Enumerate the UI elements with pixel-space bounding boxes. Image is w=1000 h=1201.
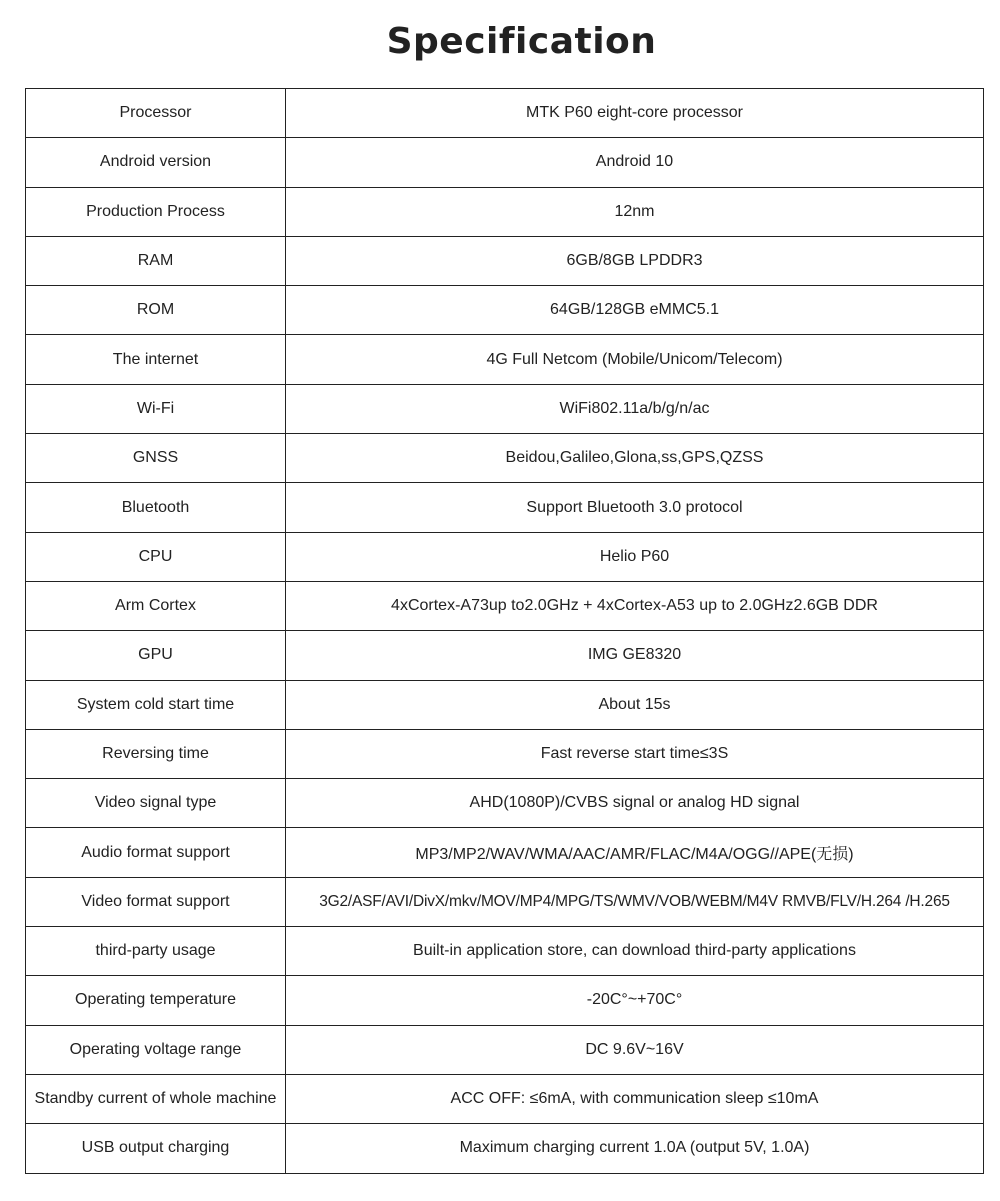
spec-value: 4xCortex-A73up to2.0GHz + 4xCortex-A53 up to 2.0GHz2.6GB DDR: [286, 581, 984, 630]
spec-value: 4G Full Netcom (Mobile/Unicom/Telecom): [286, 335, 984, 384]
table-row: [26, 236, 984, 285]
spec-value: Support Bluetooth 3.0 protocol: [286, 483, 984, 532]
spec-label: Operating voltage range: [26, 1025, 286, 1074]
spec-value: ACC OFF: ≤6mA, with communication sleep ≤10mA: [286, 1074, 984, 1123]
table-row: [26, 384, 984, 433]
spec-value: WiFi802.11a/b/g/n/ac: [286, 384, 984, 433]
table-row: [26, 335, 984, 384]
spec-value: MP3/MP2/WAV/WMA/AAC/AMR/FLAC/M4A/OGG//APE(无损): [286, 828, 984, 877]
spec-label: USB output charging: [26, 1124, 286, 1173]
spec-label: ROM: [26, 286, 286, 335]
spec-label: GPU: [26, 631, 286, 680]
table-row: [26, 779, 984, 828]
spec-value: Fast reverse start time≤3S: [286, 729, 984, 778]
spec-label: The internet: [26, 335, 286, 384]
table-row: [26, 828, 984, 877]
page-title: Specification: [386, 21, 657, 62]
spec-value: Android 10: [286, 138, 984, 187]
spec-value: 6GB/8GB LPDDR3: [286, 236, 984, 285]
spec-label: Audio format support: [26, 828, 286, 877]
spec-value: DC 9.6V~16V: [286, 1025, 984, 1074]
table-row: [26, 927, 984, 976]
table-row: [26, 89, 984, 138]
spec-value: About 15s: [286, 680, 984, 729]
spec-value: MTK P60 eight-core processor: [286, 89, 984, 138]
spec-label: third-party usage: [26, 927, 286, 976]
table-row: [26, 1124, 984, 1173]
spec-label: Reversing time: [26, 729, 286, 778]
spec-label: Bluetooth: [26, 483, 286, 532]
table-row: [26, 1074, 984, 1123]
table-row: [26, 532, 984, 581]
spec-label: Android version: [26, 138, 286, 187]
spec-value: Maximum charging current 1.0A (output 5V, 1.0A): [286, 1124, 984, 1173]
table-row: [26, 483, 984, 532]
table-row: [26, 680, 984, 729]
table-row: [26, 434, 984, 483]
spec-label: Production Process: [26, 187, 286, 236]
spec-label: Arm Cortex: [26, 581, 286, 630]
spec-value: 12nm: [286, 187, 984, 236]
spec-label: System cold start time: [26, 680, 286, 729]
spec-value: Built-in application store, can download third-party applications: [286, 927, 984, 976]
spec-value: 3G2/ASF/AVI/DivX/mkv/MOV/MP4/MPG/TS/WMV/VOB/WEBM/M4V RMVB/FLV/H.264 /H.265: [286, 877, 984, 926]
spec-value: -20C°~+70C°: [286, 976, 984, 1025]
spec-value: Beidou,Galileo,Glona,ss,GPS,QZSS: [286, 434, 984, 483]
table-row: [26, 729, 984, 778]
table-row: [26, 138, 984, 187]
spec-label: Processor: [26, 89, 286, 138]
spec-label: Video format support: [26, 877, 286, 926]
spec-value: AHD(1080P)/CVBS signal or analog HD signal: [286, 779, 984, 828]
specification-table: [25, 88, 984, 1174]
spec-value: 64GB/128GB eMMC5.1: [286, 286, 984, 335]
spec-label: RAM: [26, 236, 286, 285]
spec-label: Standby current of whole machine: [26, 1074, 286, 1123]
spec-value: IMG GE8320: [286, 631, 984, 680]
table-row: [26, 581, 984, 630]
table-row: [26, 286, 984, 335]
spec-label: Operating temperature: [26, 976, 286, 1025]
spec-label: GNSS: [26, 434, 286, 483]
spec-label: Video signal type: [26, 779, 286, 828]
table-row: [26, 1025, 984, 1074]
table-row: [26, 187, 984, 236]
table-row: [26, 976, 984, 1025]
spec-value: Helio P60: [286, 532, 984, 581]
table-row: [26, 631, 984, 680]
spec-label: Wi-Fi: [26, 384, 286, 433]
spec-label: CPU: [26, 532, 286, 581]
table-row: [26, 877, 984, 926]
